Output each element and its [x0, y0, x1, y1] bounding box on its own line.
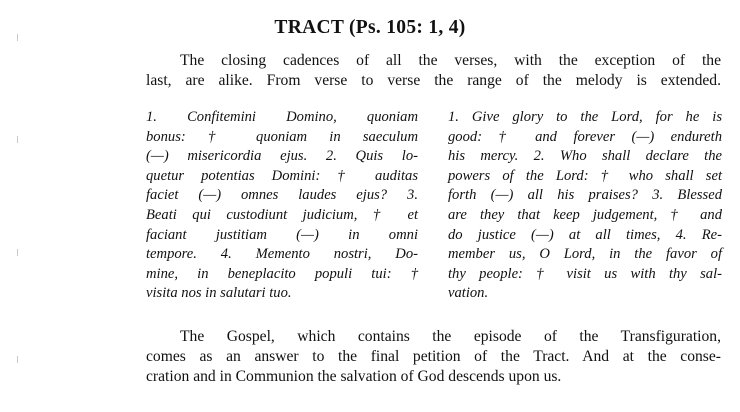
english-line: thy people: † visit us with thy sal-: [448, 265, 722, 282]
english-text-column: [448, 108, 722, 304]
latin-line: Beati qui custodiunt judicium, † et: [146, 206, 418, 223]
closing-line: The Gospel, which contains the episode of the Transfiguration,: [180, 328, 721, 345]
latin-line: visita nos in salutari tuo.: [146, 285, 292, 302]
latin-line: (—) misericordia ejus. 2. Quis lo-: [146, 148, 418, 165]
latin-line: mine, in beneplacito populi tui: †: [146, 265, 418, 282]
closing-line: cration and in Communion the salvation of God descends upon us.: [146, 368, 562, 385]
latin-line: faciet (—) omnes laudes ejus? 3.: [146, 187, 418, 204]
page-title: TRACT (Ps. 105: 1, 4): [274, 17, 466, 38]
english-line: forth (—) all his praises? 3. Blessed: [448, 187, 722, 204]
english-line: his mercy. 2. Who shall declare the: [448, 148, 722, 165]
english-line: member us, O Lord, in the favor of: [448, 246, 722, 263]
closing-line: comes as an answer to the final petition of the Tract. And at the conse-: [146, 348, 721, 365]
english-line: vation.: [448, 285, 489, 302]
english-line: powers of the Lord: † who shall set: [448, 167, 722, 184]
english-line: do justice (—) at all times, 4. Re-: [448, 226, 722, 243]
latin-line: faciant justitiam (—) in omni: [146, 226, 418, 243]
margin-mark: [17, 249, 18, 256]
english-line: are they that keep judgement, † and: [448, 206, 722, 223]
margin-mark: [17, 136, 18, 143]
latin-text-column: [146, 108, 418, 304]
latin-line: quetur potentias Domini: † auditas: [146, 167, 418, 184]
intro-line: last, are alike. From verse to verse the range of the melody is extended.: [146, 72, 721, 89]
english-line: good: † and forever (—) endureth: [448, 128, 722, 145]
intro-paragraph: [146, 51, 721, 91]
latin-line: 1. Confitemini Domino, quoniam: [146, 109, 418, 125]
margin-mark: [17, 356, 18, 363]
english-line: 1. Give glory to the Lord, for he is: [448, 109, 722, 125]
latin-line: tempore. 4. Memento nostri, Do-: [146, 246, 418, 263]
closing-paragraph: [146, 327, 721, 387]
latin-line: bonus: † quoniam in saeculum: [146, 128, 418, 145]
intro-line: The closing cadences of all the verses, with the exception of the: [180, 52, 721, 69]
